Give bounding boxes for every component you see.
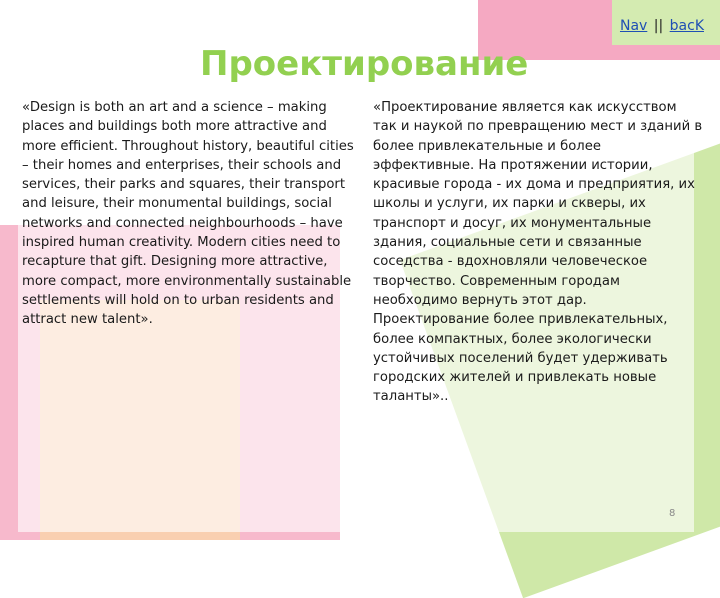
russian-quote-text: «Проектирование является как искусством так и наукой по превращению мест и зданий в более привлекательные и более эффективные. На протяжении истории, красивые города - их дома и предприятия, их школы и услуги, их парки и скверы, их транспорт и досуг, их монументальные здания, социальные сети и связанные соседства - вдохновляли человеческое творчество. Современным городам необходимо вернуть этот дар. Проектирование более привлекательных, более компактных, более экологически устойчивых поселений будет удерживать городских жителей и привлекать новые таланты».. [373, 100, 703, 405]
english-quote-text: «Design is both an art and a science – making places and buildings both more attractive and more efficient. Throughout history, beautiful cities – their homes and enterprises, their schools and services, their parks and squares, their transport and leisure, their monumental buildings, social networks and connected neighbourhoods – have inspired human creativity. Modern cities need to recapture that gift. Designing more attractive, more compact, more environmentally sustainable settlements will hold on to urban residents and attract new talent». [22, 100, 354, 328]
nav-link[interactable]: Nav [619, 18, 648, 34]
navigation-links [620, 18, 704, 34]
back-link[interactable]: bacK [669, 18, 704, 34]
page-number: 8 [669, 508, 676, 519]
slide-title: Проектирование [200, 44, 529, 84]
nav-separator: || [653, 18, 664, 34]
